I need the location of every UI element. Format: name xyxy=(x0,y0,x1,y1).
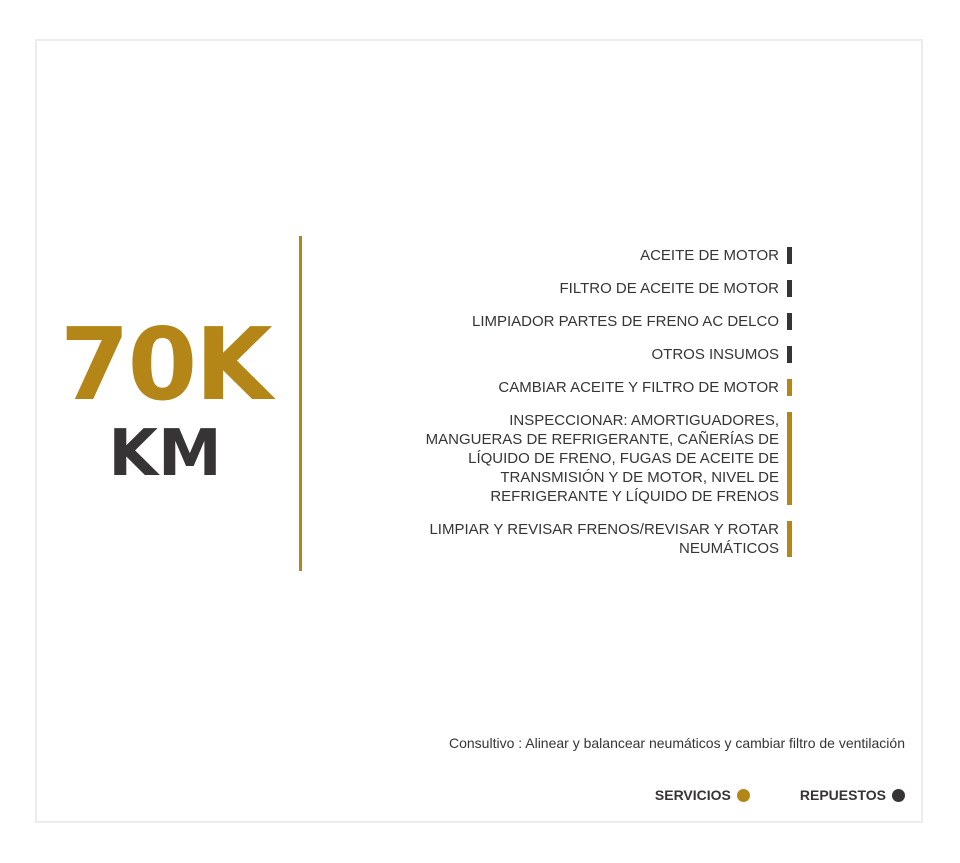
item-otros-insumos xyxy=(322,345,792,364)
vertical-divider xyxy=(299,236,302,571)
km-number: 70K xyxy=(60,306,271,423)
item-label: INSPECCIONAR: AMORTIGUADORES, MANGUERAS DE REFRIGERANTE, CAÑERÍAS DE LÍQUIDO DE FRENO, FUGAS DE ACEITE DE TRANSMISIÓN Y DE MOTOR, NIVEL DE REFRIGERANTE Y LÍQUIDO DE FRENOS xyxy=(425,412,779,505)
servicio-marker xyxy=(787,412,792,505)
item-label: ACEITE DE MOTOR xyxy=(640,247,779,264)
item-cambiar-aceite xyxy=(322,378,792,397)
repuesto-marker xyxy=(787,313,792,330)
km-unit: KM xyxy=(108,417,222,491)
item-aceite-de-motor xyxy=(322,246,792,265)
servicio-marker xyxy=(787,521,792,557)
item-label: LIMPIADOR PARTES DE FRENO AC DELCO xyxy=(471,313,779,330)
legend-repuestos-label: REPUESTOS xyxy=(799,787,886,803)
legend-repuestos xyxy=(800,787,905,803)
consultivo-note: Consultivo : Alinear y balancear neumáticos y cambiar filtro de ventilación xyxy=(448,735,905,751)
repuesto-marker xyxy=(787,346,792,363)
item-label: OTROS INSUMOS xyxy=(651,346,779,363)
item-label: LIMPIAR Y REVISAR FRENOS/REVISAR Y ROTAR NEUMÁTICOS xyxy=(429,521,779,557)
item-inspeccionar xyxy=(322,411,792,506)
servicio-marker xyxy=(787,379,792,396)
km-block xyxy=(60,306,271,491)
gold-dot-icon xyxy=(737,789,750,802)
item-label: CAMBIAR ACEITE Y FILTRO DE MOTOR xyxy=(498,379,779,396)
item-label: FILTRO DE ACEITE DE MOTOR xyxy=(559,280,779,297)
repuesto-marker xyxy=(787,247,792,264)
legend-servicios xyxy=(655,787,750,803)
item-limpiador-frenos xyxy=(322,312,792,331)
repuesto-marker xyxy=(787,280,792,297)
dark-dot-icon xyxy=(892,789,905,802)
item-filtro-aceite xyxy=(322,279,792,298)
maintenance-items-list xyxy=(322,246,792,572)
legend-servicios-label: SERVICIOS xyxy=(654,787,731,803)
item-limpiar-frenos xyxy=(322,520,792,558)
legend xyxy=(655,787,905,803)
